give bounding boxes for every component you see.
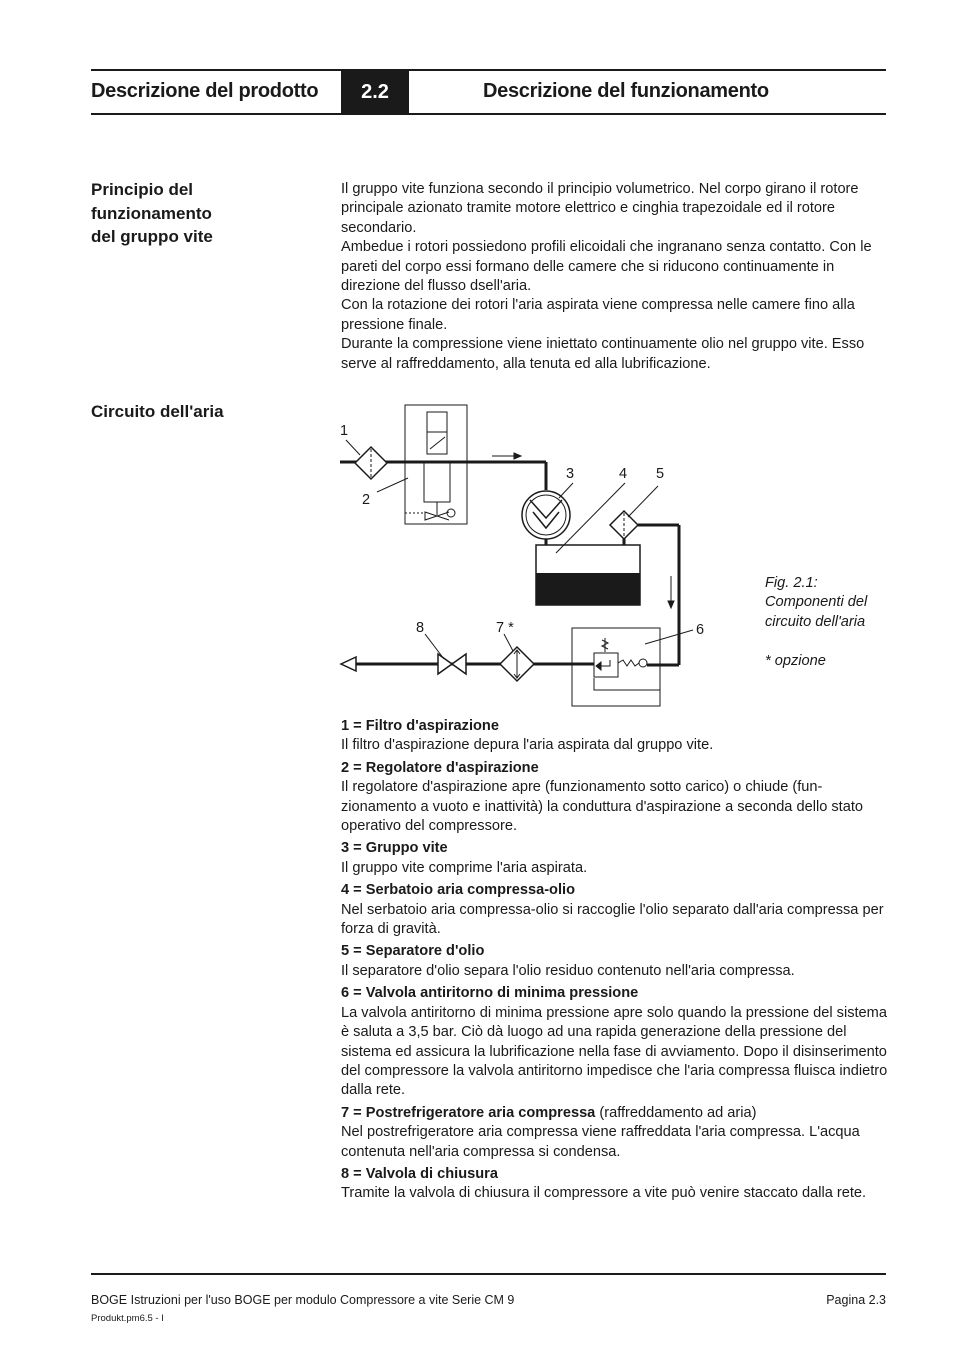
diagram-label-8: 8 — [416, 620, 425, 636]
legend-item — [341, 1104, 889, 1162]
legend-title: 5 = Separatore d'olio — [341, 943, 485, 960]
caption-line: Fig. 2.1: — [765, 575, 818, 591]
principle-paragraph: Ambedue i rotori possiedono profili elicoidali che ingranano senza contatto. Con le pareti del corpo essi formano delle camere che si riducono continuamente in direzione del flusso dsell'aria. — [341, 239, 872, 295]
figure-caption — [765, 574, 895, 671]
regulator-solenoid — [427, 412, 447, 432]
caption-line: Componenti del — [765, 594, 868, 611]
air-circuit-diagram — [335, 400, 745, 710]
legend-title: 8 = Valvola di chiusura — [341, 1165, 498, 1182]
legend-description: Il separatore d'olio separa l'olio residuo contenuto nell'aria compressa. — [341, 962, 795, 979]
diagram-label-4: 4 — [619, 466, 628, 482]
legend-description: Il filtro d'aspirazione depura l'aria aspirata dal gruppo vite. — [341, 737, 714, 754]
screw-unit-symbol — [522, 491, 570, 539]
legend-description: Nel serbatoio aria compressa-olio si raccoglie l'olio separato dall'aria compressa per forza di gravità. — [341, 901, 884, 938]
footer-rule — [91, 1273, 886, 1275]
legend-item — [341, 1165, 889, 1204]
legend-description: Nel postrefrigeratore aria compressa viene raffreddata l'aria compressa. L'acqua contenuta nell'aria compressa si condensa. — [341, 1124, 860, 1160]
header-top-rule — [91, 69, 886, 71]
legend-title: 1 = Filtro d'aspirazione — [341, 718, 499, 734]
legend-item — [341, 839, 889, 878]
footer-file-name: Produkt.pm6.5 - I — [91, 1313, 164, 1324]
footer-document-title: BOGE Istruzioni per l'uso BOGE per modulo Compressore a vite Serie CM 9 — [91, 1293, 515, 1307]
diagram-label-3: 3 — [566, 466, 575, 482]
diagram-label-1: 1 — [340, 423, 349, 439]
legend-title: 7 = Postrefrigeratore aria compressa (raffreddamento ad aria) — [341, 1104, 757, 1121]
legend-item — [341, 717, 889, 756]
header-bottom-rule — [91, 113, 886, 115]
legend-description: Tramite la valvola di chiusura il compressore a vite può venire staccato dalla rete. — [341, 1185, 867, 1202]
footer-page-number: Pagina 2.3 — [826, 1293, 886, 1307]
caption-line: circuito dell'aria — [765, 613, 866, 630]
min-pressure-check-valve-box — [572, 628, 660, 706]
legend-title: 3 = Gruppo vite — [341, 840, 448, 857]
chapter-title: Descrizione del prodotto — [91, 80, 319, 102]
diagram-label-6: 6 — [696, 622, 705, 638]
suction-regulator-box — [405, 405, 467, 524]
caption-line — [765, 632, 895, 651]
section-number: 2.2 — [341, 71, 409, 113]
outlet-arrow — [341, 657, 356, 671]
section-title: Descrizione del funzionamento — [483, 80, 769, 102]
legend-description: La valvola antiritorno di minima pressione apre solo quando la pressione del sistema è saluta a 3,5 bar. Ciò dà luogo ad una rapida generazione della pressione del sistema ed assicura la lubrificazione nella fase di avviamento. Dopo il disinserimento del compressore la valvola antiritorno impedisce che l'aria compressa fluisca indietro dalla rete. — [341, 1004, 888, 1099]
legend-item — [341, 759, 889, 837]
legend-item — [341, 881, 889, 939]
legend-description: Il gruppo vite comprime l'aria aspirata. — [341, 859, 588, 876]
legend-item — [341, 942, 889, 981]
principle-paragraph: Durante la compressione viene iniettato continuamente olio nel gruppo vite. Esso serve al raffreddamento, alla tenuta ed alla lubrificazione. — [341, 336, 865, 372]
air-circuit-heading: Circuito dell'aria — [91, 402, 224, 421]
diagram-label-2: 2 — [362, 492, 371, 508]
diagram-label-5: 5 — [656, 466, 665, 482]
caption-footnote: * opzione — [765, 652, 826, 669]
legend-title: 6 = Valvola antiritorno di minima pressione — [341, 985, 639, 1002]
principle-text — [341, 180, 889, 374]
principle-paragraph: Con la rotazione dei rotori l'aria aspirata viene compressa nelle camere fino alla pressione finale. — [341, 297, 855, 333]
legend-title: 2 = Regolatore d'aspirazione — [341, 759, 539, 776]
legend-item — [341, 984, 889, 1100]
legend-title: 4 = Serbatoio aria compressa-olio — [341, 882, 575, 899]
component-legend — [341, 717, 889, 1207]
legend-description: Il regolatore d'aspirazione apre (funzionamento sotto carico) o chiude (funzionamento a vuoto e inattività) la conduttura d'aspirazione a seconda dello stato operativo del compressore. — [341, 779, 864, 835]
principle-heading: Principio del funzionamento del gruppo vite — [91, 180, 213, 246]
regulator-valve-body — [424, 462, 450, 502]
principle-paragraph: Il gruppo vite funziona secondo il principio volumetrico. Nel corpo girano il rotore principale azionato tramite motore elettrico e cinghia trapezoidale ed il rotore secondario. — [341, 181, 859, 236]
diagram-label-7: 7 * — [496, 620, 514, 636]
